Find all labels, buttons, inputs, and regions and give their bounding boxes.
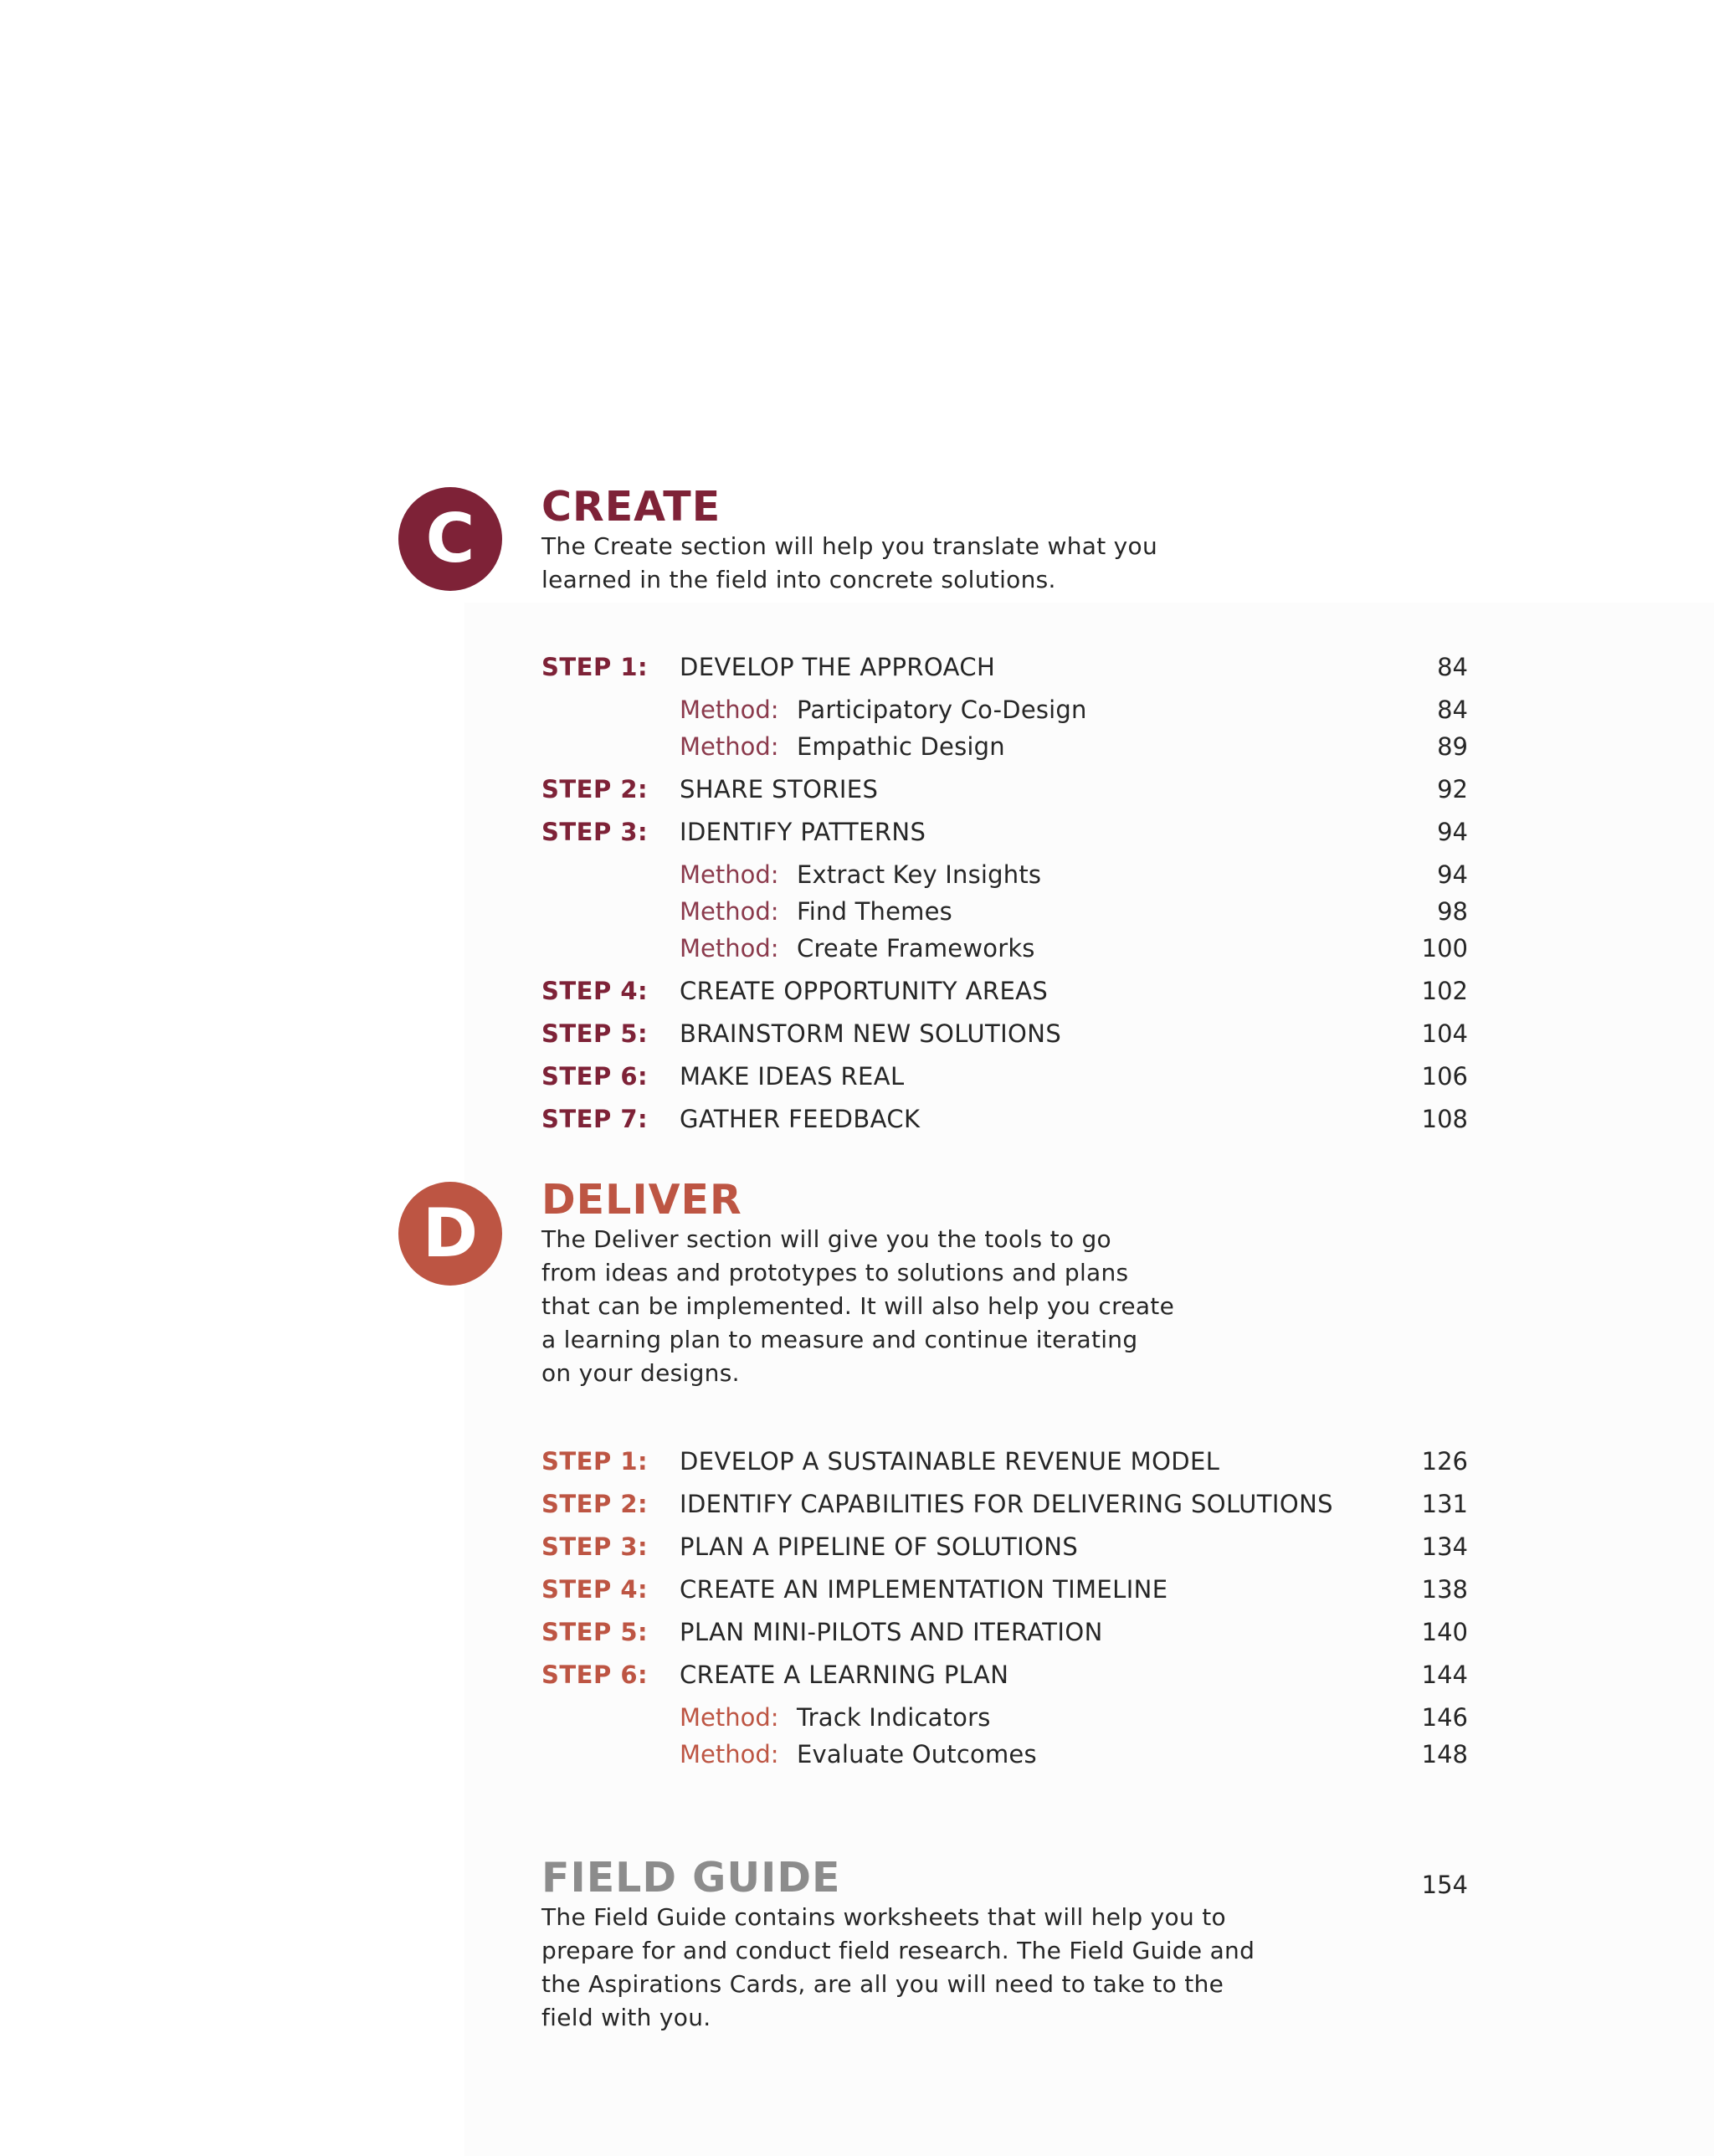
toc-entry-step[interactable]: [0, 1658, 1714, 1691]
toc-entry-method[interactable]: [0, 1738, 1714, 1771]
step-title: GATHER FEEDBACK: [680, 1105, 921, 1133]
field-guide-desc-line: the Aspirations Cards, are all you will need to take to the: [541, 1970, 1224, 1998]
step-title: IDENTIFY CAPABILITIES FOR DELIVERING SOLUTIONS: [680, 1490, 1333, 1518]
toc-entry-step[interactable]: [0, 1573, 1714, 1606]
step-label: STEP 5:: [541, 1019, 649, 1048]
field-guide-desc-line: prepare for and conduct field research. The Field Guide and: [541, 1937, 1255, 1964]
method-label: Method:: [680, 860, 779, 889]
create-section-description: [541, 530, 1157, 597]
page-number: 102: [1421, 977, 1468, 1005]
step-title: MAKE IDEAS REAL: [680, 1062, 905, 1091]
create-section-badge: C: [398, 487, 502, 591]
deliver-section-badge: D: [398, 1182, 502, 1286]
step-title: CREATE AN IMPLEMENTATION TIMELINE: [680, 1575, 1168, 1604]
page-number: 84: [1437, 696, 1468, 724]
step-label: STEP 6:: [541, 1661, 649, 1689]
step-label: STEP 6:: [541, 1062, 649, 1091]
page-number: 126: [1421, 1447, 1468, 1476]
step-label: STEP 3:: [541, 1532, 649, 1561]
page-number: 138: [1421, 1575, 1468, 1604]
field-guide-page-row: [0, 1868, 1714, 1902]
method-title: Track Indicators: [797, 1703, 991, 1732]
method-label: Method:: [680, 732, 779, 761]
page-number: 106: [1421, 1062, 1468, 1091]
step-title: PLAN MINI-PILOTS AND ITERATION: [680, 1618, 1103, 1646]
step-title: CREATE A LEARNING PLAN: [680, 1661, 1009, 1689]
deliver-section-title: DELIVER: [541, 1176, 742, 1224]
page-number: 92: [1437, 775, 1468, 803]
step-label: STEP 2:: [541, 775, 649, 803]
method-title: Evaluate Outcomes: [797, 1740, 1037, 1768]
page-number: 144: [1421, 1661, 1468, 1689]
toc-entry-method[interactable]: [0, 1701, 1714, 1734]
method-title: Empathic Design: [797, 732, 1005, 761]
step-label: STEP 4:: [541, 1575, 649, 1604]
deliver-desc-line: The Deliver section will give you the tools to go: [541, 1225, 1111, 1253]
method-title: Create Frameworks: [797, 934, 1035, 963]
toc-entry-method[interactable]: [0, 693, 1714, 726]
page-number: 104: [1421, 1019, 1468, 1048]
page-number: 94: [1437, 860, 1468, 889]
step-label: STEP 5:: [541, 1618, 649, 1646]
step-title: SHARE STORIES: [680, 775, 879, 803]
step-title: CREATE OPPORTUNITY AREAS: [680, 977, 1049, 1005]
method-label: Method:: [680, 897, 779, 926]
toc-entry-step[interactable]: [0, 650, 1714, 684]
method-label: Method:: [680, 1740, 779, 1768]
page-number: 148: [1421, 1740, 1468, 1768]
page-number: 146: [1421, 1703, 1468, 1732]
step-label: STEP 1:: [541, 1447, 649, 1476]
step-title: BRAINSTORM NEW SOLUTIONS: [680, 1019, 1062, 1048]
step-label: STEP 2:: [541, 1490, 649, 1518]
deliver-desc-line: that can be implemented. It will also help you create: [541, 1292, 1175, 1320]
deliver-desc-line: a learning plan to measure and continue iterating: [541, 1326, 1138, 1353]
toc-entry-method[interactable]: [0, 730, 1714, 763]
toc-entry-method[interactable]: [0, 858, 1714, 891]
deliver-desc-line: from ideas and prototypes to solutions and plans: [541, 1259, 1129, 1286]
toc-entry-step[interactable]: [0, 1530, 1714, 1563]
page-number: 154: [1421, 1871, 1468, 1899]
field-guide-title[interactable]: FIELD GUIDE: [541, 1854, 841, 1902]
page-number: 84: [1437, 653, 1468, 681]
step-title: DEVELOP THE APPROACH: [680, 653, 996, 681]
step-title: PLAN A PIPELINE OF SOLUTIONS: [680, 1532, 1079, 1561]
page-number: 98: [1437, 897, 1468, 926]
step-title: IDENTIFY PATTERNS: [680, 818, 926, 846]
step-label: STEP 3:: [541, 818, 649, 846]
toc-entry-step[interactable]: [0, 1017, 1714, 1050]
page-number: 140: [1421, 1618, 1468, 1646]
method-title: Extract Key Insights: [797, 860, 1042, 889]
page-number: 131: [1421, 1490, 1468, 1518]
step-label: STEP 1:: [541, 653, 649, 681]
method-label: Method:: [680, 1703, 779, 1732]
page-number: 134: [1421, 1532, 1468, 1561]
toc-entry-step[interactable]: [0, 815, 1714, 849]
deliver-section-description: [541, 1223, 1174, 1390]
page-number: 94: [1437, 818, 1468, 846]
toc-entry-method[interactable]: [0, 932, 1714, 965]
page-number: 100: [1421, 934, 1468, 963]
method-label: Method:: [680, 696, 779, 724]
deliver-desc-line: on your designs.: [541, 1359, 740, 1387]
step-title: DEVELOP A SUSTAINABLE REVENUE MODEL: [680, 1447, 1220, 1476]
create-desc-line: The Create section will help you translate what you: [541, 532, 1158, 560]
method-title: Find Themes: [797, 897, 952, 926]
toc-entry-step[interactable]: [0, 1060, 1714, 1093]
toc-entry-method[interactable]: [0, 895, 1714, 928]
toc-entry-step[interactable]: [0, 1445, 1714, 1478]
page-number: 89: [1437, 732, 1468, 761]
toc-entry-step[interactable]: [0, 1615, 1714, 1649]
method-label: Method:: [680, 934, 779, 963]
field-guide-description: [541, 1901, 1255, 2035]
field-guide-desc-line: The Field Guide contains worksheets that will help you to: [541, 1903, 1226, 1931]
method-title: Participatory Co-Design: [797, 696, 1087, 724]
toc-entry-step[interactable]: [0, 974, 1714, 1008]
step-label: STEP 7:: [541, 1105, 649, 1133]
toc-entry-step[interactable]: [0, 773, 1714, 806]
step-label: STEP 4:: [541, 977, 649, 1005]
page-number: 108: [1421, 1105, 1468, 1133]
toc-entry-step[interactable]: [0, 1487, 1714, 1521]
toc-entry-step[interactable]: [0, 1102, 1714, 1136]
create-desc-line: learned in the field into concrete solutions.: [541, 566, 1056, 593]
create-section-title: CREATE: [541, 483, 721, 531]
field-guide-desc-line: field with you.: [541, 2004, 711, 2031]
